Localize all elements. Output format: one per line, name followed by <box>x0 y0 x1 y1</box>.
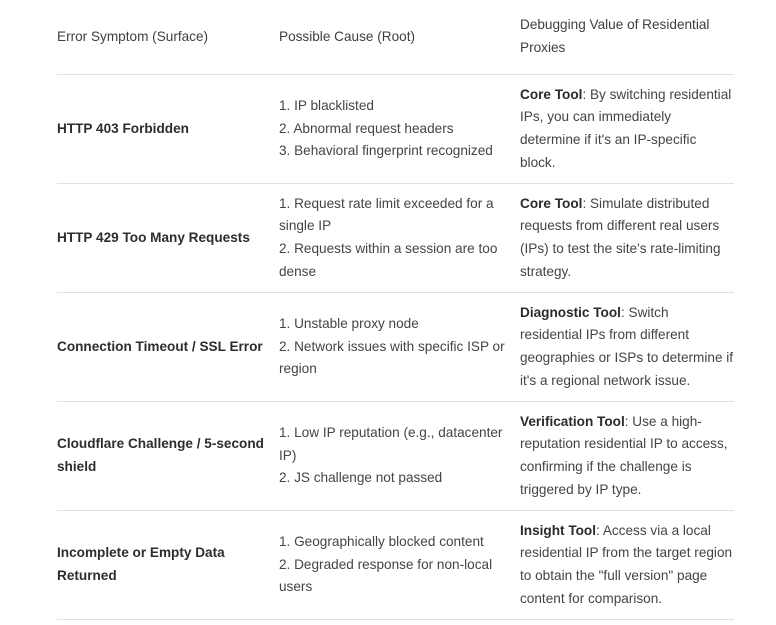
table-row <box>57 402 734 511</box>
debugging-value-cell <box>520 511 734 620</box>
cause-item: 2. Requests within a session are too dense <box>279 241 498 279</box>
table-row <box>57 511 734 620</box>
cause-item: 1. Low IP reputation (e.g., datacenter IP) <box>279 425 503 463</box>
error-symptom-cell: Incomplete or Empty Data Returned <box>57 511 279 620</box>
debugging-value-cell <box>520 184 734 293</box>
possible-cause-cell <box>279 511 520 620</box>
table-row <box>57 184 734 293</box>
possible-cause-cell <box>279 293 520 402</box>
debugging-value-cell <box>520 402 734 511</box>
cause-item: 1. Unstable proxy node <box>279 316 419 332</box>
tool-description: : Use a high-reputation residential IP to access, confirming if the challenge is triggered by IP type. <box>520 413 728 497</box>
tool-description: : By switching residential IPs, you can immediately determine if it's an IP-specific block. <box>520 86 732 170</box>
header-debugging-value: Debugging Value of Residential Proxies <box>520 0 734 75</box>
tool-description: : Switch residential IPs from different geographies or ISPs to determine if it's a regional network issue. <box>520 304 734 388</box>
cause-item: 2. Degraded response for non-local users <box>279 556 493 595</box>
header-error-symptom: Error Symptom (Surface) <box>57 0 279 75</box>
comparison-table-container <box>57 0 734 620</box>
error-symptom-cell: HTTP 403 Forbidden <box>57 75 279 184</box>
cause-item: 2. Abnormal request headers <box>279 120 454 136</box>
error-symptom-cell: HTTP 429 Too Many Requests <box>57 184 279 293</box>
error-symptom-cell: Connection Timeout / SSL Error <box>57 293 279 402</box>
table-row <box>57 293 734 402</box>
error-debugging-table <box>57 0 734 620</box>
tool-description: : Simulate distributed requests from different real users (IPs) to test the site's rate-limiting strategy. <box>520 195 721 279</box>
cause-item: 1. Request rate limit exceeded for a single IP <box>279 195 494 234</box>
tool-name: Verification Tool <box>520 413 625 429</box>
table-header-row <box>57 0 734 75</box>
cause-item: 2. Network issues with specific ISP or region <box>279 338 505 377</box>
cause-item: 1. Geographically blocked content <box>279 534 484 550</box>
tool-name: Core Tool <box>520 86 583 102</box>
header-possible-cause: Possible Cause (Root) <box>279 0 520 75</box>
table-row <box>57 75 734 184</box>
debugging-value-cell <box>520 75 734 184</box>
debugging-value-cell <box>520 293 734 402</box>
tool-name: Insight Tool <box>520 522 597 538</box>
possible-cause-cell <box>279 184 520 293</box>
tool-name: Core Tool <box>520 195 583 211</box>
cause-item: 1. IP blacklisted <box>279 98 374 114</box>
cause-item: 3. Behavioral fingerprint recognized <box>279 143 493 159</box>
tool-name: Diagnostic Tool <box>520 304 621 320</box>
tool-description: : Access via a local residential IP from the target region to obtain the "full version" page content for comparison. <box>520 522 733 606</box>
possible-cause-cell <box>279 75 520 184</box>
cause-item: 2. JS challenge not passed <box>279 470 443 486</box>
possible-cause-cell <box>279 402 520 511</box>
error-symptom-cell: Cloudflare Challenge / 5-second shield <box>57 402 279 511</box>
